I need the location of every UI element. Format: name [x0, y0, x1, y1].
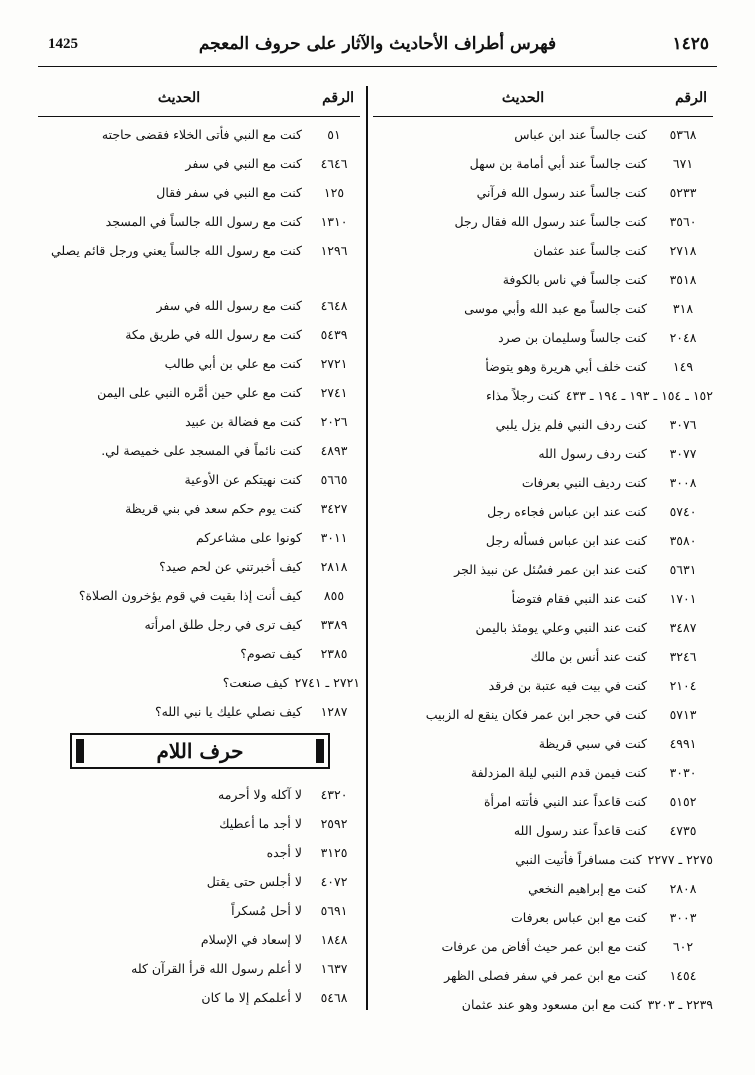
- index-entry: [373, 320, 713, 349]
- index-entry: [373, 523, 713, 552]
- entry-text: كنت مع النبي في سفر: [185, 156, 302, 171]
- entry-number: ٤٦٤٨: [320, 298, 348, 313]
- entry-number: ١٢٨٧: [320, 704, 348, 719]
- entry-text: كنت جالساً عند عثمان: [533, 243, 647, 258]
- entry-number: ٥٤٣٩: [320, 327, 348, 342]
- hadith-header: الحديث: [157, 90, 201, 106]
- left-entries-lam: [38, 777, 360, 1009]
- index-entry: [373, 697, 713, 726]
- index-entry: [38, 665, 360, 694]
- entry-text: لا أجده: [266, 845, 302, 860]
- entry-number: ٤٠٧٢: [320, 874, 348, 889]
- entry-text: لا أجلس حتى يقتل: [206, 874, 302, 889]
- entry-number: ٤٦٤٦: [320, 156, 348, 171]
- index-entry: [38, 404, 360, 433]
- index-entry: [38, 806, 360, 835]
- entry-text: كنت نائماً في المسجد على خميصة لي.: [101, 443, 302, 458]
- index-entry: [373, 233, 713, 262]
- right-column-header: [373, 84, 713, 117]
- entry-text: كيف أخبرتني عن لحم صيد؟: [159, 559, 302, 574]
- index-entry: [373, 581, 713, 610]
- entry-number: ٥٦٦٥: [320, 472, 348, 487]
- left-entries: [38, 117, 360, 723]
- running-title: فهرس أطراف الأحاديث والآثار على حروف المعجم: [198, 34, 557, 54]
- entry-number: ١٧٠١: [669, 591, 697, 606]
- index-entry: [373, 610, 713, 639]
- entry-text: كيف صنعت؟: [222, 675, 289, 690]
- index-entry: [38, 607, 360, 636]
- number-header: الرقم: [322, 90, 354, 106]
- entry-number: ٢٧٢١ ـ ٢٧٤١: [294, 675, 360, 690]
- entry-number: ٣٥٦٠: [669, 214, 697, 229]
- entry-text: كنت مسافراً فأتيت النبي: [515, 852, 642, 867]
- entry-number: ١٢٥: [323, 185, 345, 200]
- entry-text: كنت عند ابن عباس فجاءه رجل: [487, 504, 647, 519]
- entry-text: كنت مع إبراهيم النخعي: [528, 881, 647, 896]
- entry-text: كنت قاعداً عند النبي فأتته امرأة: [483, 794, 647, 809]
- entry-number: ٥٣٦٨: [669, 127, 697, 142]
- index-entry: [373, 755, 713, 784]
- entry-number: ٢٨١٨: [320, 559, 348, 574]
- entry-text: كيف ترى في رجل طلق امرأته: [144, 617, 302, 632]
- index-entry: [373, 175, 713, 204]
- index-entry: [38, 835, 360, 864]
- entry-text: كنت عند النبي فقام فتوضأ: [511, 591, 647, 606]
- entry-number: ٣١٨: [672, 301, 694, 316]
- index-entry: [38, 175, 360, 204]
- index-entry: [373, 668, 713, 697]
- entry-number: ٥٤٦٨: [320, 990, 348, 1005]
- entry-number: ٣٠٧٧: [669, 446, 697, 461]
- entry-text: كنت مع ابن عمر حيث أفاض من عرفات: [441, 939, 647, 954]
- index-entry: [38, 146, 360, 175]
- index-entry: [38, 951, 360, 980]
- entry-number: ٢٧٤١: [320, 385, 348, 400]
- entry-text: كنت مع رسول الله في سفر: [156, 298, 302, 313]
- entry-number: ٥٦٩١: [320, 903, 348, 918]
- entry-text: كنت عند النبي وعلي يومئذ باليمن: [475, 620, 647, 635]
- index-entry: [373, 262, 713, 291]
- page-header: [38, 32, 717, 67]
- entry-text: كنت مع رسول الله في طريق مكة: [125, 327, 302, 342]
- entry-number: ٢٢٣٩ ـ ٣٢٠٣: [647, 997, 713, 1012]
- index-entry: [38, 288, 360, 317]
- entry-number: ٦٧١: [672, 156, 694, 171]
- entry-number: ٥٦٣١: [669, 562, 697, 577]
- entry-number: ٢٢٧٥ ـ ٢٢٧٧: [647, 852, 713, 867]
- index-entry: [373, 784, 713, 813]
- entry-number: ٤٧٣٥: [669, 823, 697, 838]
- entry-text: كنت نهيتكم عن الأوعية: [184, 472, 302, 487]
- index-entry: [373, 465, 713, 494]
- entry-text: كنت جالساً عند رسول الله فقال رجل: [454, 214, 647, 229]
- index-entry: [373, 291, 713, 320]
- index-entry: [373, 204, 713, 233]
- left-column-header: [38, 84, 360, 117]
- entry-text: كنت عند أنس بن مالك: [530, 649, 647, 664]
- entry-number: ٣٠٧٦: [669, 417, 697, 432]
- index-entry: [38, 578, 360, 607]
- entry-number: ١٦٣٧: [320, 961, 348, 976]
- index-entry: [373, 378, 713, 407]
- index-entry: [38, 233, 360, 288]
- section-heading: حرف اللام: [70, 733, 330, 769]
- index-entry: [38, 317, 360, 346]
- index-entry: [38, 433, 360, 462]
- entry-text: كنت عند ابن عمر فسُئل عن نبيذ الجر: [454, 562, 647, 577]
- entry-text: كيف تصوم؟: [240, 646, 302, 661]
- entry-text: كنت يوم حكم سعد في بني قريظة: [125, 501, 302, 516]
- index-entry: [38, 549, 360, 578]
- entry-text: كنت مع رسول الله جالساً في المسجد: [105, 214, 302, 229]
- entry-number: ٢٠٤٨: [669, 330, 697, 345]
- entry-number: ٣٠٠٨: [669, 475, 697, 490]
- entry-number: ٥١: [327, 127, 341, 142]
- entry-text: كنت مع النبي فأتى الخلاء فقضى حاجته: [101, 127, 302, 142]
- number-header: الرقم: [675, 90, 707, 106]
- entry-number: ٣٥٨٠: [669, 533, 697, 548]
- right-column: [373, 84, 713, 1016]
- entry-number: ١٤٩: [672, 359, 694, 374]
- index-entry: [38, 520, 360, 549]
- index-entry: [373, 436, 713, 465]
- index-entry: [38, 204, 360, 233]
- index-entry: [38, 777, 360, 806]
- entry-text: لا أجد ما أعطيك: [219, 816, 302, 831]
- entry-number: ٣٠٠٣: [669, 910, 697, 925]
- entry-text: كنت جالساً وسليمان بن صرد: [498, 330, 647, 345]
- entry-text: كنت مع ابن مسعود وهو عند عثمان: [461, 997, 642, 1012]
- entry-number: ٥٧٤٠: [669, 504, 697, 519]
- entry-text: كنت فيمن قدم النبي ليلة المزدلفة: [470, 765, 647, 780]
- entry-text: كنت مع علي حين أمَّره النبي على اليمن: [97, 385, 302, 400]
- entry-number: ٣٤٨٧: [669, 620, 697, 635]
- entry-text: كنت في حجر ابن عمر فكان ينقع له الزبيب: [425, 707, 647, 722]
- entry-text: كنت مع فضالة بن عبيد: [185, 414, 302, 429]
- entry-text: كيف نصلي عليك يا نبي الله؟: [154, 704, 302, 719]
- entry-number: ٢٥٩٢: [320, 816, 348, 831]
- entry-number: ٢١٠٤: [669, 678, 697, 693]
- entry-text: كنت جالساً مع عبد الله وأبي موسى: [464, 301, 647, 316]
- index-entry: [38, 491, 360, 520]
- entry-number: ١٨٤٨: [320, 932, 348, 947]
- entry-text: كيف أنت إذا بقيت في قوم يؤخرون الصلاة؟: [78, 588, 302, 603]
- index-entry: [373, 639, 713, 668]
- index-entry: [373, 552, 713, 581]
- entry-text: كنت ردف رسول الله: [538, 446, 647, 461]
- entry-number: ٣٢٤٦: [669, 649, 697, 664]
- entry-text: كونوا على مشاعركم: [195, 530, 302, 545]
- entry-number: ٢٣٨٥: [320, 646, 348, 661]
- index-entry: [38, 922, 360, 951]
- entry-text: كنت رديف النبي بعرفات: [521, 475, 647, 490]
- index-entry: [373, 117, 713, 146]
- entry-number: ١٣١٠: [320, 214, 348, 229]
- entry-number: ٣٤٢٧: [320, 501, 348, 516]
- index-entry: [373, 929, 713, 958]
- entry-text: كنت مع رسول الله جالساً يعني ورجل قائم يصلي: [50, 243, 302, 258]
- entry-number: ١٤٥٤: [669, 968, 697, 983]
- entry-number: ٣٠٣٠: [669, 765, 697, 780]
- entry-text: كنت خلف أبي هريرة وهو يتوضأ: [485, 359, 647, 374]
- entry-text: كنت عند ابن عباس فسأله رجل: [485, 533, 647, 548]
- entry-text: كنت ردف النبي فلم يزل يلبي: [495, 417, 647, 432]
- index-entry: [373, 407, 713, 436]
- page-number-arabic: ١٤٢٥: [672, 34, 709, 54]
- entry-text: لا أحل مُسكراً: [231, 903, 302, 918]
- entry-number: ٦٠٢: [672, 939, 694, 954]
- index-entry: [38, 636, 360, 665]
- entry-text: كنت جالساً في ناس بالكوفة: [502, 272, 647, 287]
- entry-number: ٥١٥٢: [669, 794, 697, 809]
- entry-number: ١٥٢ ـ ١٥٤ ـ ١٩٣ ـ ١٩٤ ـ ٤٣٣: [565, 388, 713, 403]
- column-divider: [366, 86, 368, 1010]
- index-entry: [38, 375, 360, 404]
- entry-text: لا أعلمكم إلا ما كان: [201, 990, 302, 1005]
- index-entry: [373, 146, 713, 175]
- entry-text: لا أعلم رسول الله قرأ القرآن كله: [131, 961, 302, 976]
- entry-number: ٥٢٣٣: [669, 185, 697, 200]
- index-entry: [373, 987, 713, 1016]
- entry-number: ٢٧١٨: [669, 243, 697, 258]
- entry-text: لا إسعاد في الإسلام: [200, 932, 302, 947]
- entry-number: ٣١٢٥: [320, 845, 348, 860]
- entry-text: كنت رجلاً مذاء: [486, 388, 560, 403]
- index-entry: [38, 980, 360, 1009]
- entry-number: ٨٥٥: [323, 588, 345, 603]
- index-entry: [38, 893, 360, 922]
- entry-number: ١٢٩٦: [320, 243, 348, 258]
- left-column: [38, 84, 360, 1009]
- entry-text: كنت جالساً عند ابن عباس: [514, 127, 647, 142]
- index-entry: [373, 842, 713, 871]
- index-entry: [38, 694, 360, 723]
- entry-number: ٣٥١٨: [669, 272, 697, 287]
- index-entry: [38, 462, 360, 491]
- index-entry: [373, 871, 713, 900]
- entry-number: ٤٩٩١: [669, 736, 697, 751]
- index-entry: [38, 864, 360, 893]
- index-entry: [38, 117, 360, 146]
- entry-text: كنت جالساً عند أبي أمامة بن سهل: [469, 156, 647, 171]
- entry-number: ٤٣٢٠: [320, 787, 348, 802]
- index-entry: [373, 958, 713, 987]
- page-number-latin: 1425: [48, 36, 78, 52]
- entry-number: ٣٣٨٩: [320, 617, 348, 632]
- entry-number: ٢٧٢١: [320, 356, 348, 371]
- entry-number: ٢٨٠٨: [669, 881, 697, 896]
- entry-number: ٣٠١١: [320, 530, 348, 545]
- index-entry: [373, 900, 713, 929]
- index-entry: [373, 349, 713, 378]
- entry-number: ٤٨٩٣: [320, 443, 348, 458]
- entry-text: كنت مع علي بن أبي طالب: [164, 356, 302, 371]
- right-entries: [373, 117, 713, 1016]
- entry-text: كنت مع النبي في سفر فقال: [156, 185, 302, 200]
- index-entry: [373, 494, 713, 523]
- index-entry: [373, 726, 713, 755]
- index-entry: [38, 346, 360, 375]
- index-entry: [373, 813, 713, 842]
- entry-text: كنت مع ابن عباس بعرفات: [511, 910, 647, 925]
- entry-number: ٥٧١٣: [669, 707, 697, 722]
- hadith-header: الحديث: [501, 90, 545, 106]
- entry-text: لا آكله ولا أحرمه: [218, 787, 302, 802]
- entry-text: كنت قاعداً عند رسول الله: [513, 823, 647, 838]
- entry-text: كنت مع ابن عمر في سفر فصلى الظهر: [444, 968, 647, 983]
- entry-text: كنت جالساً عند رسول الله فرآني: [476, 185, 647, 200]
- entry-text: كنت في سبي قريظة: [538, 736, 647, 751]
- entry-number: ٢٠٢٦: [320, 414, 348, 429]
- entry-text: كنت في بيت فيه عتبة بن فرقد: [488, 678, 647, 693]
